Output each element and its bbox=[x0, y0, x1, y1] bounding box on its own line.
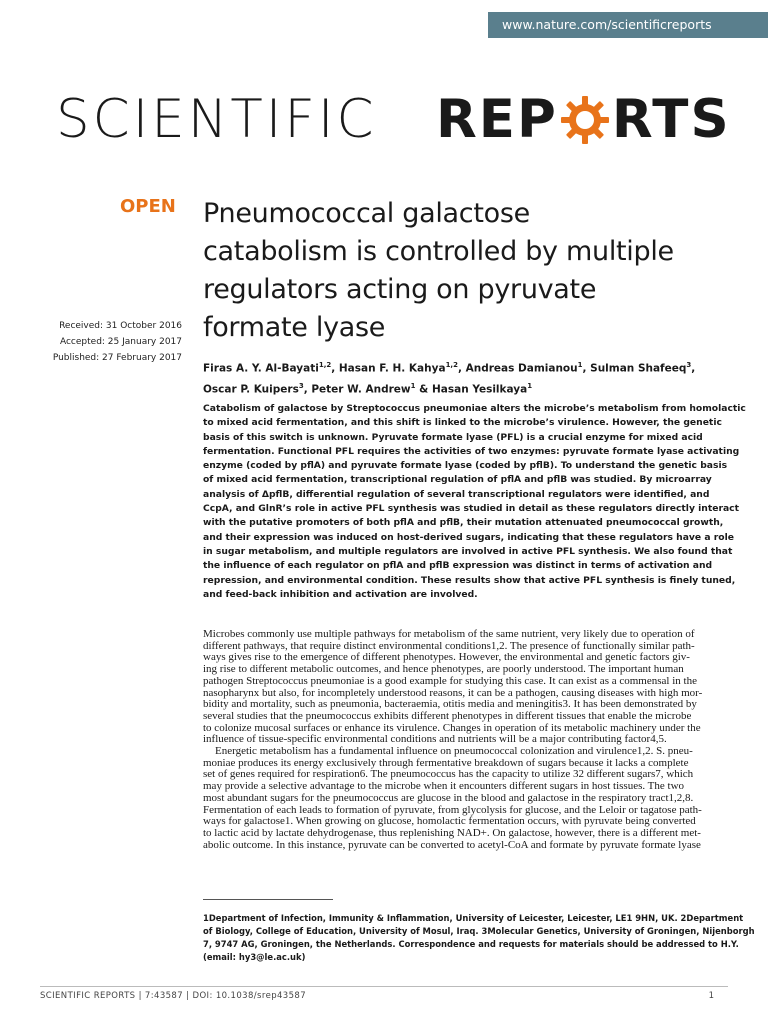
journal-url[interactable]: www.nature.com/scientificreports bbox=[502, 17, 712, 32]
open-access-label: OPEN bbox=[120, 196, 176, 217]
body-line: several studies that the pneumococcus exhibits different phenotypes in different tissues that enable the microbe bbox=[203, 709, 692, 722]
footer-divider bbox=[40, 986, 728, 987]
affiliation-marker: 1,2 bbox=[318, 361, 332, 369]
body-line: pathogen Streptococcus pneumoniae is a good example for studying this case. It can exist as a commensal in the bbox=[203, 674, 697, 687]
body-line: most abundant sugars for the pneumococcus are glucose in the blood and galactose in the respiratory tract1,2,8. bbox=[203, 791, 694, 804]
author-list bbox=[203, 357, 733, 398]
body-line: Energetic metabolism has a fundamental influence on pneumococcal colonization and virulence1,2. S. pneu- bbox=[215, 745, 693, 758]
body-line: abolic outcome. In this instance, pyruvate can be converted to acetyl-CoA and formate by pyruvate formate lyase bbox=[203, 838, 701, 851]
author-link[interactable]: , Sulman Shafeeq bbox=[582, 362, 687, 375]
body-line: influence of tissue-specific environmental conditions and nutrients will be a major contributing factor4,5. bbox=[203, 733, 667, 746]
accepted-date: Accepted: 25 January 2017 bbox=[59, 337, 182, 347]
abstract-line: Catabolism of galactose by Streptococcus pneumoniae alters the microbe’s metabolism from homolactic bbox=[203, 403, 746, 414]
abstract bbox=[203, 402, 746, 602]
received-date: Received: 31 October 2016 bbox=[59, 321, 182, 331]
body-line: to colonize mucosal surfaces or enhance its virulence. Changes in operation of its metabolic machinery under the bbox=[203, 721, 701, 734]
gear-icon bbox=[561, 96, 609, 144]
published-date: Published: 27 February 2017 bbox=[52, 353, 182, 363]
abstract-line: to mixed acid fermentation, and this shift is linked to the microbe’s virulence. However, the genetic bbox=[203, 417, 722, 429]
affiliation-marker: 1 bbox=[527, 381, 533, 390]
affiliation-line: 1Department of Infection, Immunity & Inflammation, University of Leicester, Leicester, LE1 9HN, UK. 2Department bbox=[203, 913, 744, 923]
abstract-line: in sugar metabolism, and multiple regulators are involved in active PFL synthesis. We also found that bbox=[203, 545, 733, 557]
body-line: bidity and mortality, such as pneumonia, bacteraemia, otitis media and meningitis3. It has been demonstrated by bbox=[203, 698, 697, 711]
author-line-2 bbox=[203, 378, 733, 399]
title-line: catabolism is controlled by multiple bbox=[203, 236, 674, 267]
body-text bbox=[203, 629, 718, 851]
affiliations bbox=[203, 912, 755, 964]
abstract-line: the influence of each regulator on pflA and pflB expression was distinct in terms of activation and bbox=[203, 560, 713, 572]
affiliation-marker: 1 bbox=[577, 361, 583, 369]
abstract-line: fermentation. Functional PFL requires the activities of two enzymes: pyruvate formate lyase activating bbox=[203, 445, 740, 457]
masthead-reports bbox=[436, 88, 731, 152]
author-link[interactable]: & Hasan Yesilkaya bbox=[415, 383, 528, 395]
title-line: regulators acting on pyruvate bbox=[203, 274, 597, 305]
body-line: nasopharynx but also, for incompletely understood reasons, it can be a pathogen, causing diseases with high mor- bbox=[203, 686, 703, 699]
title-line: Pneumococcal galactose bbox=[203, 198, 530, 229]
title-line: formate lyase bbox=[203, 312, 386, 343]
body-line: set of genes required for respiration6. The pneumococcus has the capacity to utilize 32 different sugars7, which bbox=[203, 768, 694, 781]
abstract-line: analysis of ΔpflB, differential regulation of several transcriptional regulators were identified, and bbox=[203, 488, 710, 500]
abstract-line: CcpA, and GlnR’s role in active PFL synthesis was studied in detail as these regulators directly interact bbox=[203, 503, 740, 515]
article-title bbox=[203, 195, 743, 347]
abstract-line: and their expression was induced on host-derived sugars, indicating that these regulators have a role bbox=[203, 531, 734, 543]
footnote-separator bbox=[203, 899, 333, 900]
author-link[interactable]: , Peter W. Andrew bbox=[303, 383, 411, 395]
body-line: moniae produces its energy exclusively through fermentative breakdown of sugars because it lacks a complete bbox=[203, 756, 689, 769]
author-link[interactable]: , Hasan F. H. Kahya bbox=[331, 362, 446, 375]
author-link[interactable]: Firas A. Y. Al-Bayati bbox=[203, 362, 319, 375]
body-line: ways for galactose1. When growing on glucose, homolactic fermentation occurs, with pyruvate being converted bbox=[203, 815, 696, 828]
body-line: ing rise to different metabolic outcomes, and hence phenotypes, are poorly understood. The important human bbox=[203, 663, 684, 676]
abstract-line: enzyme (coded by pflA) and pyruvate formate lyase (coded by pflB). To understand the genetic basis bbox=[203, 460, 728, 472]
masthead-rep: REP bbox=[436, 89, 558, 150]
affiliation-marker: 1 bbox=[410, 381, 416, 390]
body-line: Microbes commonly use multiple pathways for metabolism of the same nutrient, very likely due to operation of bbox=[203, 628, 695, 640]
page-number: 1 bbox=[708, 991, 714, 1001]
abstract-line: of mixed acid fermentation, transcriptional regulation of pflA and pflB was studied. By microarray bbox=[203, 474, 712, 486]
author-separator: , bbox=[691, 362, 696, 375]
author-line-1 bbox=[203, 357, 733, 378]
body-line: different pathways, that require distinct environmental conditions1,2. The presence of functionally similar path- bbox=[203, 639, 695, 652]
affiliation-line: of Biology, College of Education, University of Mosul, Iraq. 3Molecular Genetics, University of Groningen, Nijenborgh bbox=[203, 926, 755, 936]
affiliation-marker: 3 bbox=[686, 361, 692, 369]
journal-url-banner[interactable] bbox=[488, 12, 768, 38]
affiliation-marker: 1,2 bbox=[445, 361, 458, 369]
abstract-line: repression, and environmental condition. These results show that active PFL synthesis is finely tuned, bbox=[203, 574, 736, 586]
footer-citation: SCIENTIFIC REPORTS | 7:43587 | DOI: 10.1038/srep43587 bbox=[40, 991, 307, 1001]
masthead-scientific: SCIENTIFIC bbox=[56, 89, 377, 150]
abstract-line: with the putative promoters of both pflA and pflB, their mutation attenuated pneumococcal growth, bbox=[203, 517, 724, 529]
affiliation-marker: 3 bbox=[298, 381, 304, 390]
affiliation-line: 7, 9747 AG, Groningen, the Netherlands. Correspondence and requests for materials should be addressed to H.Y. bbox=[203, 939, 739, 949]
author-link[interactable]: , Andreas Damianou bbox=[457, 362, 578, 375]
publication-dates bbox=[53, 318, 182, 366]
author-link[interactable]: Oscar P. Kuipers bbox=[203, 383, 299, 395]
masthead-rts: RTS bbox=[611, 89, 731, 150]
journal-masthead bbox=[56, 88, 731, 152]
body-line: Fermentation of each leads to formation of pyruvate, from glycolysis for glucose, and the Leloir or tagatose path- bbox=[203, 803, 702, 816]
body-line: to lactic acid by lactate dehydrogenase, thus replenishing NAD+. On galactose, however, there is a different met- bbox=[203, 826, 701, 839]
affiliation-line[interactable]: (email: hy3@le.ac.uk) bbox=[203, 952, 306, 962]
abstract-line: and feed-back inhibition and activation are involved. bbox=[203, 588, 478, 600]
abstract-line: basis of this switch is unknown. Pyruvate formate lyase (PFL) is a crucial enzyme for mixed acid bbox=[203, 431, 703, 443]
body-line: ways gives rise to the emergence of different phenotypes. However, the environmental and genetic factors giv- bbox=[203, 651, 690, 664]
body-line: may provide a selective advantage to the microbe when it encounters different sugars in host tissues. The two bbox=[203, 780, 685, 793]
